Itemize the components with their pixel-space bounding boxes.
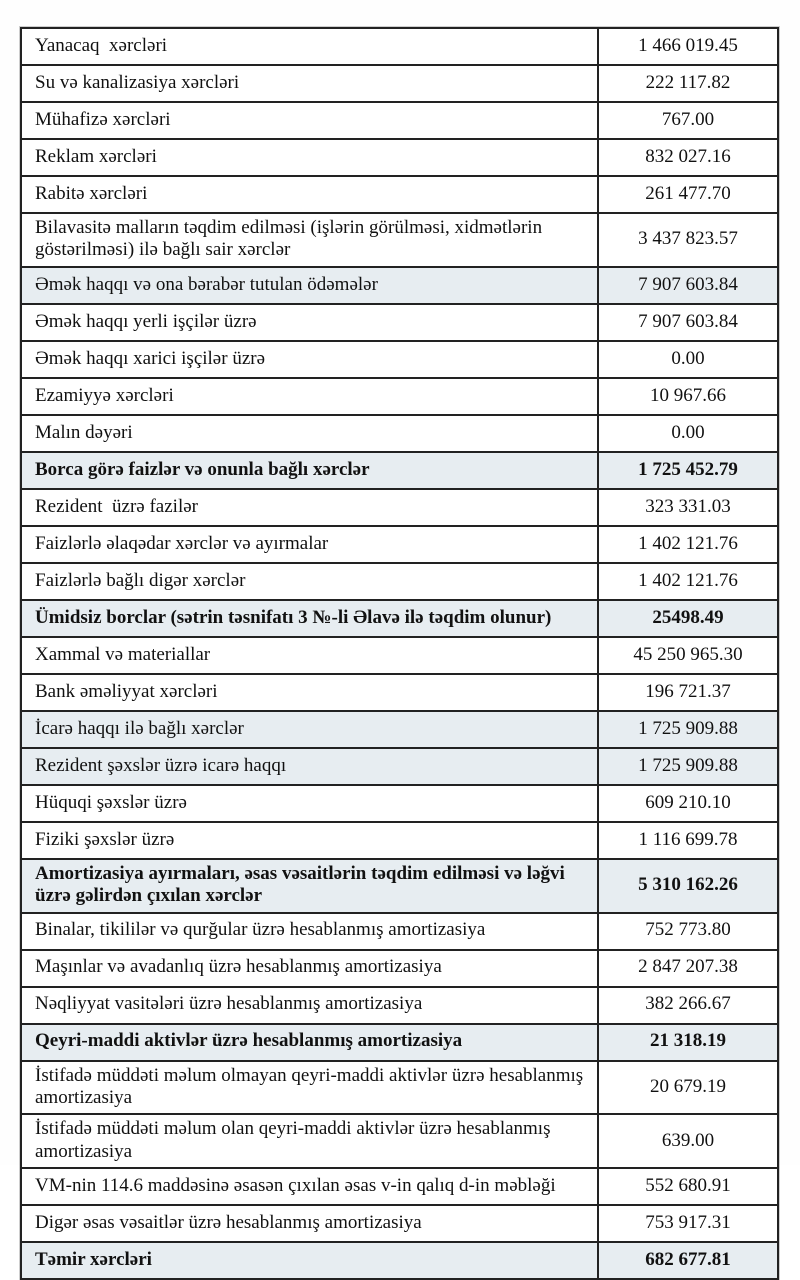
expense-amount: 753 917.31 [598, 1205, 778, 1242]
expense-label: Malın dəyəri [21, 415, 598, 452]
expense-label: Faizlərlə əlaqədar xərclər və ayırmalar [21, 526, 598, 563]
expense-label: Xammal və materiallar [21, 637, 598, 674]
expense-label: VM-nin 114.6 maddəsinə əsasən çıxılan əsas v-in qalıq d-in məbləği [21, 1168, 598, 1205]
expense-label: İstifadə müddəti məlum olmayan qeyri-maddi aktivlər üzrə hesablanmış amortizasiya [21, 1061, 598, 1115]
expense-label: Amortizasiya ayırmaları, əsas vəsaitlərin təqdim edilməsi və ləğvi üzrə gəlirdən çıxılan xərclər [21, 859, 598, 913]
expense-table [20, 27, 779, 1280]
table-row [21, 1242, 778, 1279]
expense-label: Maşınlar və avadanlıq üzrə hesablanmış amortizasiya [21, 950, 598, 987]
table-row [21, 415, 778, 452]
table-row [21, 674, 778, 711]
table-row [21, 102, 778, 139]
expense-amount: 323 331.03 [598, 489, 778, 526]
table-row [21, 176, 778, 213]
expense-label: Nəqliyyat vasitələri üzrə hesablanmış amortizasiya [21, 987, 598, 1024]
table-row [21, 65, 778, 102]
expense-label: Mühafizə xərcləri [21, 102, 598, 139]
expense-label: Qeyri-maddi aktivlər üzrə hesablanmış amortizasiya [21, 1024, 598, 1061]
table-row [21, 637, 778, 674]
expense-label: Rezident üzrə fazilər [21, 489, 598, 526]
table-row [21, 950, 778, 987]
table-row [21, 711, 778, 748]
expense-label: Reklam xərcləri [21, 139, 598, 176]
table-row [21, 139, 778, 176]
table-row [21, 452, 778, 489]
expense-label: Hüquqi şəxslər üzrə [21, 785, 598, 822]
table-row [21, 563, 778, 600]
expense-amount: 10 967.66 [598, 378, 778, 415]
expense-label: Borca görə faizlər və onunla bağlı xərclər [21, 452, 598, 489]
table-row [21, 987, 778, 1024]
table-row [21, 859, 778, 913]
expense-amount: 7 907 603.84 [598, 267, 778, 304]
expense-label: Bank əməliyyat xərcləri [21, 674, 598, 711]
expense-label: Faizlərlə bağlı digər xərclər [21, 563, 598, 600]
expense-label: Ümidsiz borclar (sətrin təsnifatı 3 №-li Əlavə ilə təqdim olunur) [21, 600, 598, 637]
table-row [21, 1024, 778, 1061]
expense-amount: 7 907 603.84 [598, 304, 778, 341]
expense-label: Əmək haqqı və ona bərabər tutulan ödəmələr [21, 267, 598, 304]
table-row [21, 785, 778, 822]
table-row [21, 341, 778, 378]
expense-amount: 196 721.37 [598, 674, 778, 711]
expense-amount: 21 318.19 [598, 1024, 778, 1061]
expense-amount: 552 680.91 [598, 1168, 778, 1205]
table-row [21, 600, 778, 637]
expense-label: Təmir xərcləri [21, 1242, 598, 1279]
expense-amount: 752 773.80 [598, 913, 778, 950]
table-row [21, 822, 778, 859]
table-row [21, 913, 778, 950]
expense-amount: 45 250 965.30 [598, 637, 778, 674]
expense-amount: 20 679.19 [598, 1061, 778, 1115]
expense-amount: 5 310 162.26 [598, 859, 778, 913]
expense-amount: 261 477.70 [598, 176, 778, 213]
table-row [21, 28, 778, 65]
expense-amount: 0.00 [598, 415, 778, 452]
expense-label: İstifadə müddəti məlum olan qeyri-maddi aktivlər üzrə hesablanmış amortizasiya [21, 1114, 598, 1168]
expense-amount: 609 210.10 [598, 785, 778, 822]
table-row [21, 1168, 778, 1205]
table-row [21, 489, 778, 526]
expense-amount: 1 725 909.88 [598, 748, 778, 785]
expense-amount: 639.00 [598, 1114, 778, 1168]
table-row [21, 748, 778, 785]
expense-label: Rabitə xərcləri [21, 176, 598, 213]
expense-label: Digər əsas vəsaitlər üzrə hesablanmış amortizasiya [21, 1205, 598, 1242]
expense-label: Binalar, tikililər və qurğular üzrə hesablanmış amortizasiya [21, 913, 598, 950]
expense-amount: 1 725 452.79 [598, 452, 778, 489]
table-row [21, 1061, 778, 1115]
table-row [21, 1114, 778, 1168]
expense-label: Ezamiyyə xərcləri [21, 378, 598, 415]
table-row [21, 304, 778, 341]
expense-table-body [21, 28, 778, 1279]
expense-amount: 3 437 823.57 [598, 213, 778, 267]
expense-label: İcarə haqqı ilə bağlı xərclər [21, 711, 598, 748]
expense-label: Yanacaq xərcləri [21, 28, 598, 65]
table-row [21, 378, 778, 415]
expense-label: Rezident şəxslər üzrə icarə haqqı [21, 748, 598, 785]
expense-amount: 767.00 [598, 102, 778, 139]
expense-amount: 1 466 019.45 [598, 28, 778, 65]
table-row [21, 526, 778, 563]
expense-label: Əmək haqqı yerli işçilər üzrə [21, 304, 598, 341]
expense-amount: 1 402 121.76 [598, 563, 778, 600]
expense-amount: 1 725 909.88 [598, 711, 778, 748]
expense-amount: 0.00 [598, 341, 778, 378]
expense-amount: 832 027.16 [598, 139, 778, 176]
expense-amount: 1 116 699.78 [598, 822, 778, 859]
expense-label: Su və kanalizasiya xərcləri [21, 65, 598, 102]
expense-amount: 222 117.82 [598, 65, 778, 102]
expense-label: Əmək haqqı xarici işçilər üzrə [21, 341, 598, 378]
table-row [21, 1205, 778, 1242]
table-row [21, 267, 778, 304]
expense-label: Bilavasitə malların təqdim edilməsi (işlərin görülməsi, xidmətlərin göstərilməsi) ilə bağlı sair xərclər [21, 213, 598, 267]
expense-amount: 1 402 121.76 [598, 526, 778, 563]
expense-amount: 25498.49 [598, 600, 778, 637]
expense-amount: 682 677.81 [598, 1242, 778, 1279]
table-row [21, 213, 778, 267]
expense-amount: 382 266.67 [598, 987, 778, 1024]
expense-label: Fiziki şəxslər üzrə [21, 822, 598, 859]
expense-amount: 2 847 207.38 [598, 950, 778, 987]
